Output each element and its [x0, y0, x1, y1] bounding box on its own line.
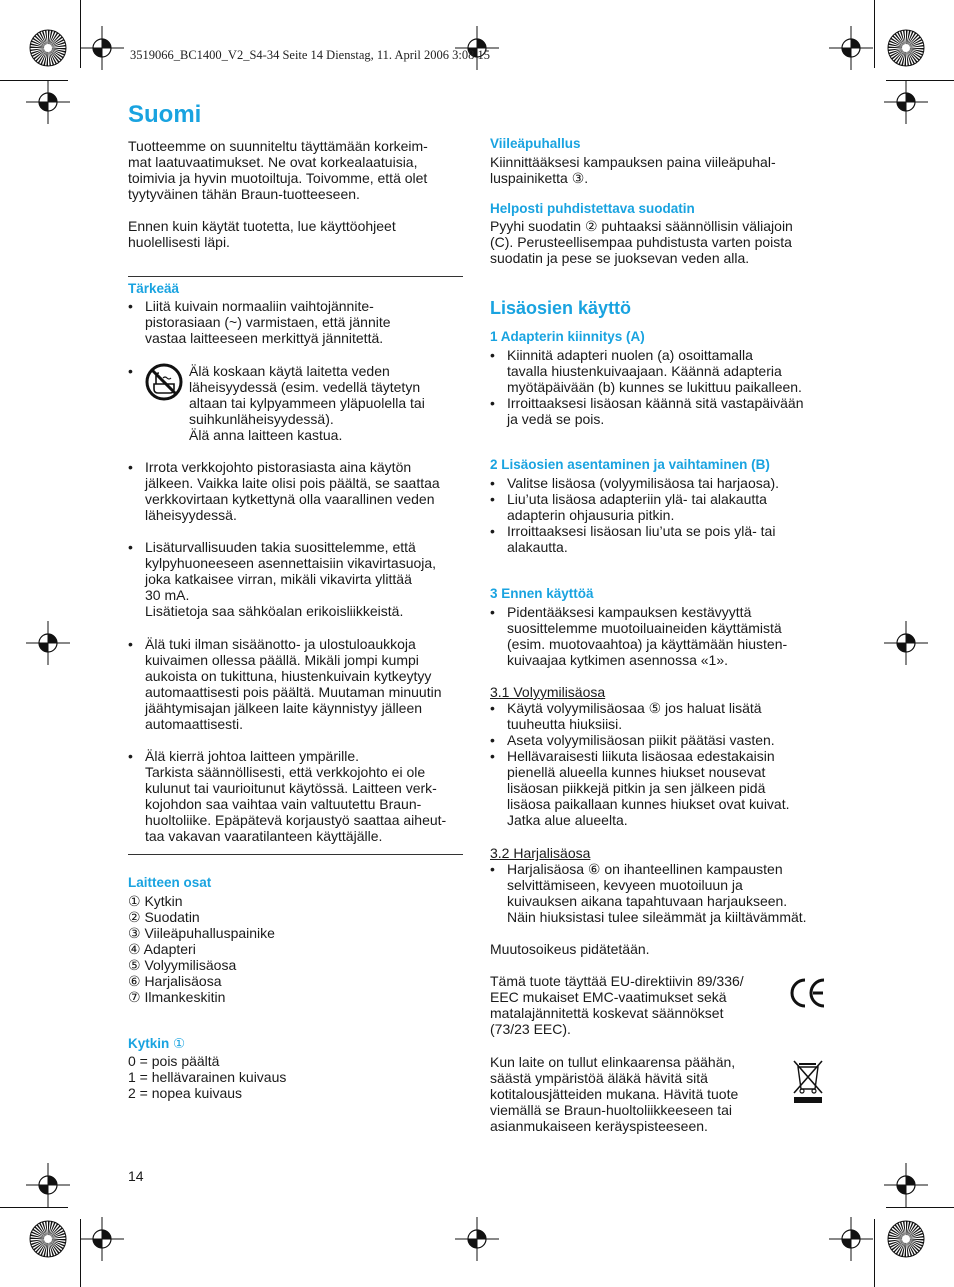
text-line: (esim. muotovaahtoa) ja käyttämään hiusten- — [507, 636, 788, 652]
text-line: • Harjalisäosa ⑥ on ihanteellinen kampausten — [507, 861, 783, 877]
text-line: mat laatuvaatimukset. Ne ovat korkealaatuisia, — [128, 154, 418, 170]
weee-text — [490, 1054, 775, 1134]
text-line: altaan tai kylpyammeen yläpuolella tai — [189, 395, 425, 411]
text-line: luspainiketta ③. — [490, 170, 589, 186]
text-line: joka katkaisee virran, mikäli vikavirta ylittää — [145, 571, 412, 587]
text-line: Kiinnittääksesi kampauksen paina viileäpuhal- — [490, 154, 776, 170]
text-line: ② Suodatin — [128, 909, 200, 925]
text-line: Älä anna laitteen kastua. — [189, 427, 343, 443]
volume-heading: 3.1 Volyymilisäosa — [490, 684, 606, 700]
text-line: aukoista on tukittuna, hiustenkuivain kytkeytyy — [145, 668, 432, 684]
text-line: • Liu’uta lisäosa adapteriin ylä- tai alakautta — [507, 491, 767, 507]
text-line: kuivaajaa kytkimen asennossa «1». — [507, 652, 729, 668]
print-header: 3519066_BC1400_V2_S4-34 Seite 14 Dienstag, 11. April 2006 3:08 15 — [130, 48, 490, 62]
text-line: • Irroittaaksesi lisäosan käännä sitä vastapäivään — [507, 395, 804, 411]
switch-list — [128, 1053, 468, 1101]
text-line: alakautta. — [507, 539, 568, 555]
text-line: lisäosan piikkejä pitkin ja sen jälkeen pidä — [507, 780, 766, 796]
registration-mark-icon — [26, 1163, 70, 1207]
registration-mark-icon — [829, 1217, 873, 1261]
registration-mark-icon — [884, 80, 928, 124]
text-line: huoltoliike. Epäpätevä korjaustyö saattaa aiheut- — [145, 812, 447, 828]
text-line: myötäpäivään (b) kunnes se lukittuu paikalleen. — [507, 379, 802, 395]
before-use-bullets — [490, 604, 830, 668]
text-line: läheisyydessä. — [145, 507, 237, 523]
brush-heading: 3.2 Harjalisäosa — [490, 845, 591, 861]
no-water-bathtub-icon — [144, 363, 184, 404]
text-line: asianmukaiseen keräyspisteeseen. — [490, 1118, 708, 1134]
text-line: vastaa laitteeseen merkittyä jännitettä. — [145, 330, 384, 346]
text-line: Ennen kuin käytät tuotetta, lue käyttöohjeet — [128, 218, 396, 234]
text-line: Jatka alue alueelta. — [507, 812, 628, 828]
registration-mark-icon — [884, 1163, 928, 1207]
text-line: suihkunläheisyydessä). — [189, 411, 334, 427]
text-line: tavalla hiustenkuivaajaan. Käännä adapteria — [507, 363, 782, 379]
text-line: toimivia ja hyvin muotoiltuja. Toivomme, että olet — [128, 170, 428, 186]
text-line: • Irrota verkkojohto pistorasiasta aina käytön — [145, 459, 412, 475]
text-line: kuivauksen aikana tapahtuvaan harjaukseen. — [507, 893, 788, 909]
text-line: ④ Adapteri — [128, 941, 196, 957]
page-number: 14 — [128, 1168, 144, 1184]
text-line: tuuheutta hiuksiisi. — [507, 716, 623, 732]
text-line: selvittämiseen, kevyeen muotoiluun ja — [507, 877, 743, 893]
text-line: • Hellävaraisesti liikuta lisäosaa edestakaisin — [507, 748, 775, 764]
text-line: • Valitse lisäosa (volyymilisäosa tai harjaosa). — [507, 475, 780, 491]
text-line: • Liitä kuivain normaaliin vaihtojännite- — [145, 298, 374, 314]
ce-text — [490, 973, 775, 1037]
important-bullet-3 — [128, 459, 468, 523]
registration-mark-icon — [26, 80, 70, 124]
text-line: Tarkista säännöllisesti, että verkkojohto ei ole — [145, 764, 426, 780]
text-line: Pyyhi suodatin ② puhtaaksi säännöllisin väliajoin — [490, 218, 793, 234]
starburst-target-icon — [887, 29, 925, 67]
text-line: 30 mA. — [145, 587, 190, 603]
text-line: • Älä kierrä johtoa laitteen ympärille. — [145, 748, 359, 764]
text-line: kuivaimen ollessa päällä. Mikäli jompi kumpi — [145, 652, 419, 668]
install-bullets — [490, 475, 830, 555]
text-line: taa vakavan vaaratilanteen käyttäjälle. — [145, 828, 383, 844]
switch-heading: Kytkin ① — [128, 1036, 186, 1051]
text-line: • Älä tuki ilman sisäänotto- ja ulostuloaukkoja — [145, 636, 416, 652]
text-line: automaattisesti pois päältä. Muutaman minuutin — [145, 684, 442, 700]
filter-text — [490, 218, 830, 266]
text-line: suosittelemme muotoiluaineiden käyttämistä — [507, 620, 782, 636]
text-line: • Pidentääksesi kampauksen kestävyyttä — [507, 604, 752, 620]
text-line: 2 = nopea kuivaus — [128, 1085, 243, 1101]
text-line: kulunut tai vaurioitunut käytössä. Laitteen verk- — [145, 780, 437, 796]
text-line: EEC mukaiset EMC-vaatimukset sekä — [490, 989, 727, 1005]
registration-mark-icon — [884, 621, 928, 665]
section-divider — [128, 276, 463, 277]
text-line: Tämä tuote täyttää EU-direktiivin 89/336/ — [490, 973, 744, 989]
text-line: (C). Perusteellisempaa puhdistusta varten poista — [490, 234, 792, 250]
before-use-heading: 3 Ennen käyttöä — [490, 586, 594, 601]
text-line: • Irroittaaksesi lisäosan liu’uta se pois ylä- tai — [507, 523, 776, 539]
important-bullet-5 — [128, 636, 468, 732]
attachments-heading: Lisäosien käyttö — [490, 298, 632, 318]
registration-mark-icon — [80, 26, 124, 70]
important-bullet-6 — [128, 748, 468, 844]
important-heading: Tärkeää — [128, 281, 180, 296]
text-line: Tuotteemme on suunniteltu täyttämään korkeim- — [128, 138, 428, 154]
text-line: huolellisesti läpi. — [128, 234, 230, 250]
crop-line — [886, 1207, 954, 1208]
text-line: jälkeen. Vaikka laite olisi pois päältä, se saattaa — [145, 475, 440, 491]
text-line: tyytyväinen tähän Braun-tuotteeseen. — [128, 186, 360, 202]
text-line: lisäosa paikallaan kunnes hiukset ovat kuivat. — [507, 796, 790, 812]
crop-line — [874, 0, 875, 68]
crop-line — [0, 1207, 68, 1208]
registration-mark-icon — [26, 621, 70, 665]
parts-list — [128, 893, 468, 1005]
parts-heading: Laitteen osat — [128, 875, 212, 890]
text-line: • Aseta volyymilisäosan piikit päätäsi vasten. — [507, 732, 775, 748]
registration-mark-icon — [80, 1217, 124, 1261]
text-line: pistorasiaan (~) varmistaen, että jännite — [145, 314, 391, 330]
text-line: viemällä se Braun-huoltoliikkeeseen tai — [490, 1102, 733, 1118]
text-line: Älä koskaan käytä laitetta veden — [189, 363, 390, 379]
registration-mark-icon — [829, 26, 873, 70]
brush-bullets — [490, 861, 830, 925]
text-line: ja vedä se pois. — [507, 411, 605, 427]
text-line: verkkovirtaan kytkettynä olla vaarallinen veden — [145, 491, 435, 507]
rights-note: Muutosoikeus pidätetään. — [490, 941, 650, 957]
text-line: Näin hiuksistasi tulee sileämmät ja kiiltävämmät. — [507, 909, 807, 925]
section-divider — [128, 854, 463, 855]
cool-text — [490, 154, 830, 186]
text-line: Lisätietoja saa sähköalan erikoisliikkeistä. — [145, 603, 404, 619]
adapter-heading: 1 Adapterin kiinnitys (A) — [490, 329, 645, 344]
text-line: ⑥ Harjalisäosa — [128, 973, 222, 989]
text-line: kotitalousjätteiden mukana. Hävitä tuote — [490, 1086, 739, 1102]
text-line: Kun laite on tullut elinkaarensa päähän, — [490, 1054, 736, 1070]
volume-bullets — [490, 700, 830, 828]
starburst-target-icon — [29, 1220, 67, 1258]
starburst-target-icon — [29, 29, 67, 67]
text-line: 0 = pois päältä — [128, 1053, 220, 1069]
text-line: ③ Viileäpuhalluspainike — [128, 925, 275, 941]
text-line: ⑤ Volyymilisäosa — [128, 957, 237, 973]
install-heading: 2 Lisäosien asentaminen ja vaihtaminen (B) — [490, 457, 770, 472]
text-line: • Lisäturvallisuuden takia suosittelemme, että — [145, 539, 416, 555]
important-bullet-1 — [128, 298, 468, 346]
text-line: matalajännitettä koskevat säännökset — [490, 1005, 724, 1021]
text-line: ⑦ Ilmankeskitin — [128, 989, 226, 1005]
text-line: pienellä alueella kunnes hiukset nousevat — [507, 764, 766, 780]
text-line: kylpyhuoneeseen asennettaisiin vikavirtasuoja, — [145, 555, 437, 571]
intro-paragraph-2 — [128, 218, 468, 250]
crossed-out-wheelie-bin-icon — [791, 1057, 825, 1108]
text-line: ① Kytkin — [128, 893, 183, 909]
text-line: säästä ympäristöä äläkä hävitä sitä — [490, 1070, 708, 1086]
filter-heading: Helposti puhdistettava suodatin — [490, 201, 695, 216]
ce-mark-icon — [789, 977, 827, 1012]
text-line: 1 = hellävarainen kuivaus — [128, 1069, 287, 1085]
important-bullet-4 — [128, 539, 468, 619]
text-line: kojohdon saa vaihtaa vain valtuutettu Braun- — [145, 796, 422, 812]
page-title: Suomi — [128, 101, 202, 128]
intro-paragraph-1 — [128, 138, 468, 202]
text-line: adapterin ohjausuria pitkin. — [507, 507, 675, 523]
text-line: automaattisesti. — [145, 716, 244, 732]
text-line: • Käytä volyymilisäosaa ⑤ jos haluat lisätä — [507, 700, 762, 716]
text-line: jäähtymisajan jälkeen laite käynnistyy jälleen — [145, 700, 423, 716]
crop-line — [874, 1219, 875, 1287]
starburst-target-icon — [887, 1220, 925, 1258]
registration-mark-icon — [455, 1217, 499, 1261]
text-line: läheisyydessä (esim. vedellä täytetyn — [189, 379, 421, 395]
text-line: (73/23 EEC). — [490, 1021, 571, 1037]
cool-heading: Viileäpuhallus — [490, 136, 581, 151]
text-line: suodatin ja pese se juoksevan veden alla. — [490, 250, 750, 266]
text-line: • Kiinnitä adapteri nuolen (a) osoittamalla — [507, 347, 753, 363]
adapter-bullets — [490, 347, 830, 427]
